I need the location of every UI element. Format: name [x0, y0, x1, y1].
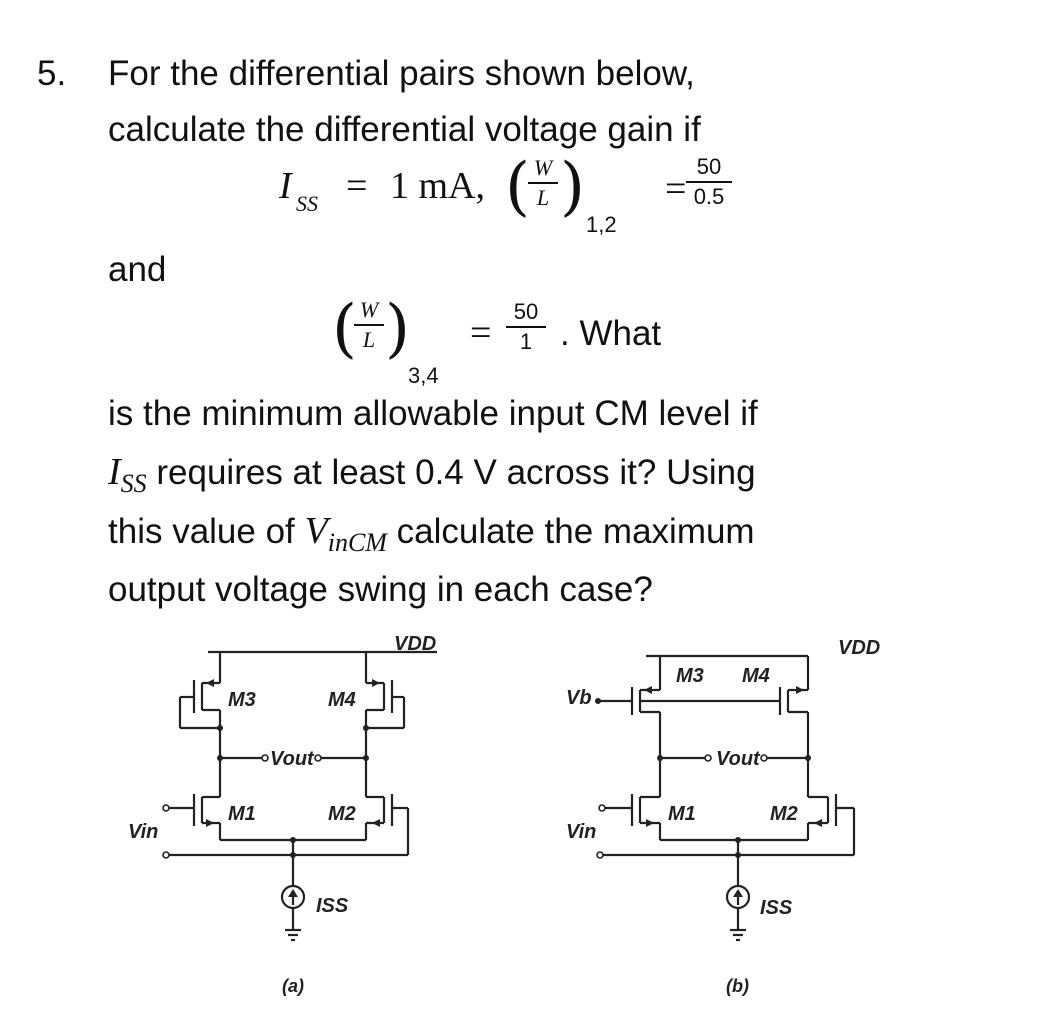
vin-label-a: Vin [128, 821, 159, 843]
iss-value: 1 mA, [390, 165, 485, 207]
wl-subscript-12: 1,2 [586, 212, 617, 237]
caption-a: (a) [282, 976, 304, 996]
iss-label-b: ISS [760, 897, 793, 919]
line-5-post: calculate the maximum [386, 512, 755, 551]
wl-subscript-34: 3,4 [408, 363, 439, 388]
vout-label-b: Vout [716, 748, 760, 770]
problem-line-6: output voltage swing in each case? [108, 570, 653, 609]
and-text: and [108, 250, 167, 289]
vin-label-b: Vin [566, 821, 597, 843]
vb-label-b: Vb [566, 687, 592, 709]
equals-sign-2: = [665, 168, 687, 210]
m4-label-b: M4 [742, 665, 770, 687]
m1-label-a: M1 [228, 803, 256, 825]
problem-line-2: calculate the differential voltage gain if [108, 110, 701, 149]
paren-left-2: ( [332, 292, 357, 366]
wl-fraction-34: W L [354, 299, 384, 351]
m2-label-a: M2 [328, 803, 356, 825]
paren-right-2: ) [385, 292, 410, 366]
problem-line-1: For the differential pairs shown below, [108, 54, 695, 93]
m4-label-a: M4 [328, 689, 356, 711]
iss-symbol-inline: I [108, 451, 121, 493]
wl-fraction-12: W L [528, 157, 558, 209]
iss-subscript: SS [296, 191, 318, 216]
vincm-subscript: inCM [327, 528, 387, 557]
what-text: . What [560, 314, 662, 353]
paren-left: ( [505, 150, 530, 224]
m3-label-a: M3 [228, 689, 256, 711]
m2-label-b: M2 [770, 803, 798, 825]
iss-symbol: I [279, 165, 292, 207]
problem-line-3: is the minimum allowable input CM level if [108, 394, 758, 433]
vout-label-a: Vout [270, 748, 314, 770]
circuit-b [598, 656, 854, 940]
equals-sign-3: = [470, 312, 492, 354]
line-5-pre: this value of [108, 512, 305, 551]
paren-right: ) [560, 150, 585, 224]
problem-number: 5. [37, 54, 67, 93]
caption-b: (b) [726, 976, 749, 996]
iss-subscript-inline: SS [120, 469, 147, 498]
equals-sign: = [346, 165, 368, 207]
m3-label-b: M3 [676, 665, 704, 687]
ratio-fraction-34: 50 1 [506, 301, 546, 353]
circuit-a [166, 652, 437, 940]
vdd-label-a: VDD [394, 633, 437, 655]
m1-label-b: M1 [668, 803, 696, 825]
vdd-label-b: VDD [838, 637, 881, 659]
vincm-symbol: V [304, 510, 328, 552]
ratio-fraction-12: 50 0.5 [686, 156, 732, 208]
iss-label-a: ISS [316, 895, 349, 917]
line-4-text: requires at least 0.4 V across it? Using [146, 453, 756, 492]
